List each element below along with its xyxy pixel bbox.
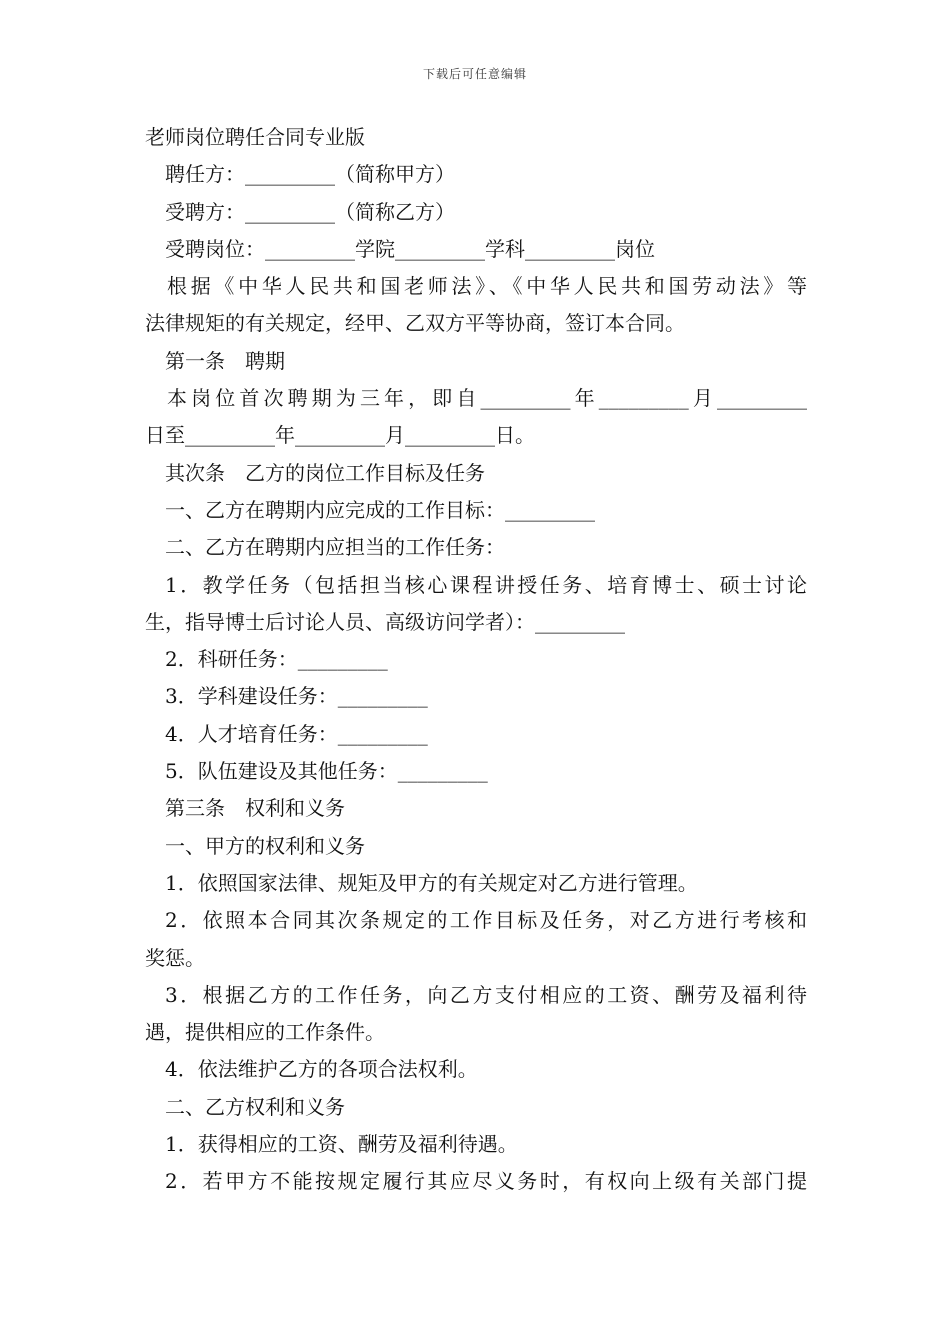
term-line-1: 本岗位首次聘期为三年，即自_________年_________月_________: [167, 386, 807, 411]
party-a-item-2-line-1: 2．依照本合同其次条规定的工作目标及任务，对乙方进行考核和: [165, 908, 807, 933]
document-title: 老师岗位聘任合同专业版: [145, 125, 365, 149]
party-a-item-1: 1．依照国家法律、规矩及甲方的有关规定对乙方进行管理。: [165, 870, 698, 895]
page-header-note: 下载后可任意编辑: [422, 67, 527, 81]
term-line-2: 日至_________年_________月_________日。: [145, 423, 535, 448]
party-a-line: 聘任方：_________（简称甲方）: [165, 162, 455, 187]
party-b-item-1: 1．获得相应的工资、酬劳及福利待遇。: [165, 1132, 518, 1157]
task-teaching-line-1: 1．教学任务（包括担当核心课程讲授任务、培育博士、硕士讨论: [165, 572, 807, 597]
party-a-item-4: 4．依法维护乙方的各项合法权利。: [165, 1057, 478, 1082]
work-goal-line: 一、乙方在聘期内应完成的工作目标：_________: [165, 497, 595, 522]
article-3-heading: 第三条 权利和义务: [165, 796, 345, 821]
article-2-heading: 其次条 乙方的岗位工作目标及任务: [165, 460, 485, 485]
work-tasks-heading: 二、乙方在聘期内应担当的工作任务：: [165, 535, 505, 560]
party-a-item-2-line-2: 奖惩。: [145, 945, 205, 970]
party-b-line: 受聘方：_________（简称乙方）: [165, 199, 455, 224]
contract-body: [145, 119, 807, 1201]
task-talent-line: 4．人才培育任务：_________: [165, 721, 428, 746]
article-1-heading: 第一条 聘期: [165, 348, 285, 373]
task-research-line: 2．科研任务：_________: [165, 647, 388, 672]
position-line: 受聘岗位：_________学院_________学科_________岗位: [165, 236, 655, 261]
party-a-rights-heading: 一、甲方的权利和义务: [165, 833, 365, 858]
preamble-line-2: 法律规矩的有关规定，经甲、乙双方平等协商，签订本合同。: [145, 311, 685, 336]
party-a-item-3-line-2: 遇，提供相应的工作条件。: [145, 1020, 385, 1045]
task-team-line: 5．队伍建设及其他任务：_________: [165, 759, 488, 784]
preamble-line-1: 根据《中华人民共和国老师法》、《中华人民共和国劳动法》等: [167, 274, 807, 299]
task-discipline-line: 3．学科建设任务：_________: [165, 684, 428, 709]
task-teaching-line-2: 生，指导博士后讨论人员、高级访问学者）：_________: [145, 609, 625, 634]
party-b-rights-heading: 二、乙方权利和义务: [165, 1094, 345, 1119]
party-b-item-2-line-1: 2．若甲方不能按规定履行其应尽义务时，有权向上级有关部门提: [165, 1169, 807, 1194]
party-a-item-3-line-1: 3．根据乙方的工作任务，向乙方支付相应的工资、酬劳及福利待: [165, 982, 807, 1007]
